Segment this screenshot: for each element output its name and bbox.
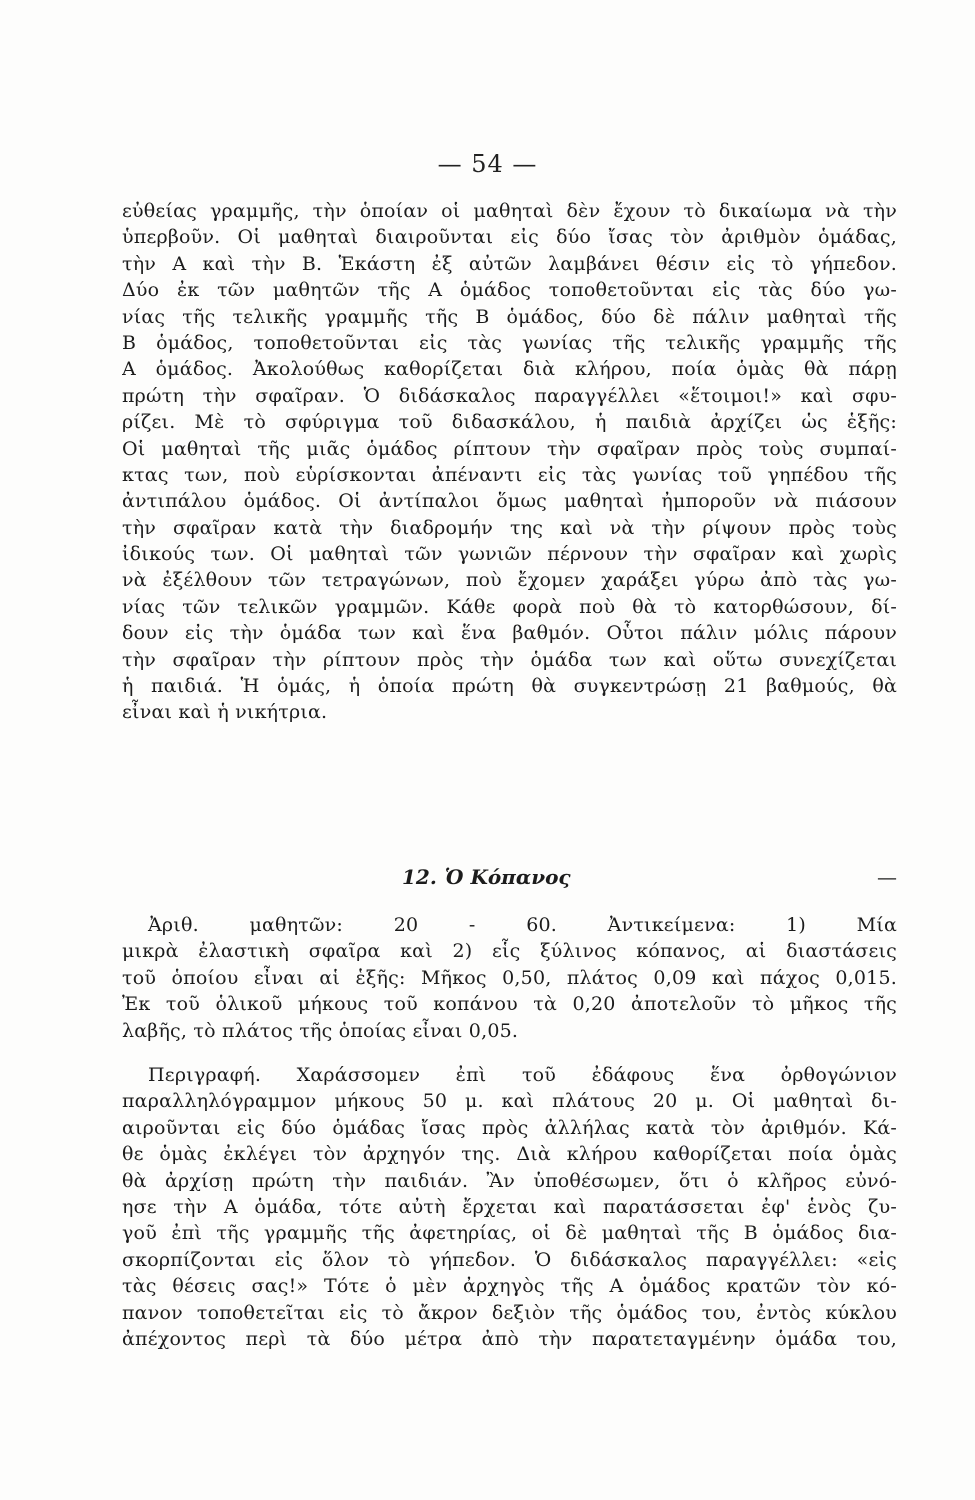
text-line: παραλληλόγραμμον μήκους 50 μ. καὶ πλάτους 20 μ. Οἱ μαθηταὶ δι- [122,1090,897,1113]
paragraph-game-rules [122,198,897,726]
text-line: δουν εἰς τὴν ὁμάδα των καὶ ἕνα βαθμόν. Οὗτοι πάλιν μόλις πάρουν [122,622,897,645]
text-line: εὐθείας γραμμῆς, τὴν ὁποίαν οἱ μαθηταὶ δὲν ἔχουν τὸ δικαίωμα νὰ τὴν [122,200,897,222]
page-number: — 54 — [437,150,538,178]
text-line: θε ὁμὰς ἐκλέγει τὸν ἀρχηγόν της. Διὰ κλήρου καθορίζεται ποία ὁμὰς [122,1143,897,1166]
text-line: γοῦ ἐπὶ τῆς γραμμῆς τῆς ἀφετηρίας, οἱ δὲ μαθηταὶ τῆς Β ὁμάδος δια- [122,1222,897,1245]
text-line: Ἐκ τοῦ ὁλικοῦ μήκους τοῦ κοπάνου τὰ 0,20 ἀποτελοῦν τὸ μῆκος τῆς [122,993,897,1016]
text-line: ἀντιπάλου ὁμάδος. Οἱ ἀντίπαλοι ὅμως μαθηταὶ ἠμποροῦν νὰ πιάσουν [122,490,897,513]
text-line: νὰ ἐξέλθουν τῶν τετραγώνων, ποὺ ἔχομεν χαράξει γύρω ἀπὸ τὰς γω- [122,569,897,592]
text-line: νίας τῶν τελικῶν γραμμῶν. Κάθε φορὰ ποὺ θὰ τὸ κατορθώσουν, δί- [122,595,897,618]
paragraph-equipment [122,912,897,1044]
text-line: πανον τοποθετεῖται εἰς τὸ ἄκρον δεξιὸν τῆς ὁμάδος του, ἐντὸς κύκλου [122,1301,897,1324]
heading-dash: — [877,865,897,889]
text-line: Α ὁμάδος. Ἀκολούθως καθορίζεται διὰ κλήρου, ποία ὁμὰς θὰ πάρῃ [122,358,897,381]
text-line: τὴν σφαῖραν τὴν ρίπτουν πρὸς τὴν ὁμάδα των καὶ οὕτω συνεχίζεται [122,648,897,671]
text-line: ἡ παιδιά. Ἡ ὁμάς, ἡ ὁποία πρώτη θὰ συγκεντρώσῃ 21 βαθμούς, θὰ [122,675,897,698]
section-name: Ὁ Κόπανος [444,865,571,889]
text-line: αιροῦνται εἰς δύο ὁμάδας ἴσας πρὸς ἀλλήλας κατὰ τὸν ἀριθμόν. Κά- [122,1116,897,1139]
text-line: τὴν σφαῖραν κατὰ τὴν διαδρομήν της καὶ νὰ τὴν ρίψουν πρὸς τοὺς [122,516,897,539]
text-line: κτας των, ποὺ εὑρίσκονται ἀπέναντι εἰς τὰς γωνίας τοῦ γηπέδου τῆς [122,463,897,486]
text-line: ἀπέχοντος περὶ τὰ δύο μέτρα ἀπὸ τὴν παρατεταγμένην ὁμάδα του, [122,1327,897,1350]
text-line: Ἀριθ. μαθητῶν: 20 - 60. Ἀντικείμενα: 1) Μία [148,914,897,936]
text-line: ησε τὴν Α ὁμάδα, τότε αὐτὴ ἔρχεται καὶ παρατάσσεται ἐφ' ἑνὸς ζυ- [122,1195,897,1218]
text-line: εἶναι καὶ ἡ νικήτρια. [122,701,328,724]
text-line: ἰδικούς των. Οἱ μαθηταὶ τῶν γωνιῶν πέρνουν τὴν σφαῖραν καὶ χωρὶς [122,543,897,566]
text-line: ρίζει. Μὲ τὸ σφύριγμα τοῦ διδασκάλου, ἡ παιδιὰ ἀρχίζει ὡς ἑξῆς: [122,411,897,434]
text-line: Οἱ μαθηταὶ τῆς μιᾶς ὁμάδος ρίπτουν τὴν σφαῖραν πρὸς τοὺς συμπαί- [122,437,897,460]
text-line: τὴν Α καὶ τὴν Β. Ἑκάστη ἐξ αὐτῶν λαμβάνει θέσιν εἰς τὸ γήπεδον. [122,252,897,275]
text-line: πρώτη τὴν σφαῖραν. Ὁ διδάσκαλος παραγγέλλει «ἕτοιμοι!» καὶ σφυ- [122,384,897,407]
text-line: Δύο ἐκ τῶν μαθητῶν τῆς Α ὁμάδος τοποθετοῦνται εἰς τὰς δύο γω- [122,279,897,302]
text-line: Περιγραφή. Χαράσσομεν ἐπὶ τοῦ ἐδάφους ἕνα ὀρθογώνιον [148,1064,897,1086]
text-line: σκορπίζονται εἰς ὅλον τὸ γήπεδον. Ὁ διδάσκαλος παραγγέλλει: «εἰς [122,1248,897,1271]
text-line: θὰ ἀρχίσῃ πρώτη τὴν παιδιάν. Ἂν ὑποθέσωμεν, ὅτι ὁ κλῆρος εὐνό- [122,1169,897,1192]
text-line: Β ὁμάδος, τοποθετοῦνται εἰς τὰς γωνίας τῆς τελικῆς γραμμῆς τῆς [122,331,897,354]
section-title [402,862,571,892]
text-line: μικρὰ ἐλαστικὴ σφαῖρα καὶ 2) εἷς ξύλινος κόπανος, αἱ διαστάσεις [122,940,897,963]
text-line: τοῦ ὁποίου εἶναι αἱ ἑξῆς: Μῆκος 0,50, πλάτος 0,09 καὶ πάχος 0,015. [122,966,897,989]
paragraph-description [122,1062,897,1352]
text-line: τὰς θέσεις σας!» Τότε ὁ μὲν ἀρχηγὸς τῆς Α ὁμάδος κρατῶν τὸν κό- [122,1275,897,1298]
text-line: ὑπερβοῦν. Οἱ μαθηταὶ διαιροῦνται εἰς δύο ἴσας τὸν ἀριθμὸν ὁμάδας, [122,226,897,249]
section-heading [122,862,897,892]
section-number: 12. [402,865,437,889]
text-line: νίας τῆς τελικῆς γραμμῆς τῆς Β ὁμάδος, δύο δὲ πάλιν μαθηταὶ τῆς [122,305,897,328]
text-line: λαβῆς, τὸ πλάτος τῆς ὁποίας εἶναι 0,05. [122,1019,519,1042]
